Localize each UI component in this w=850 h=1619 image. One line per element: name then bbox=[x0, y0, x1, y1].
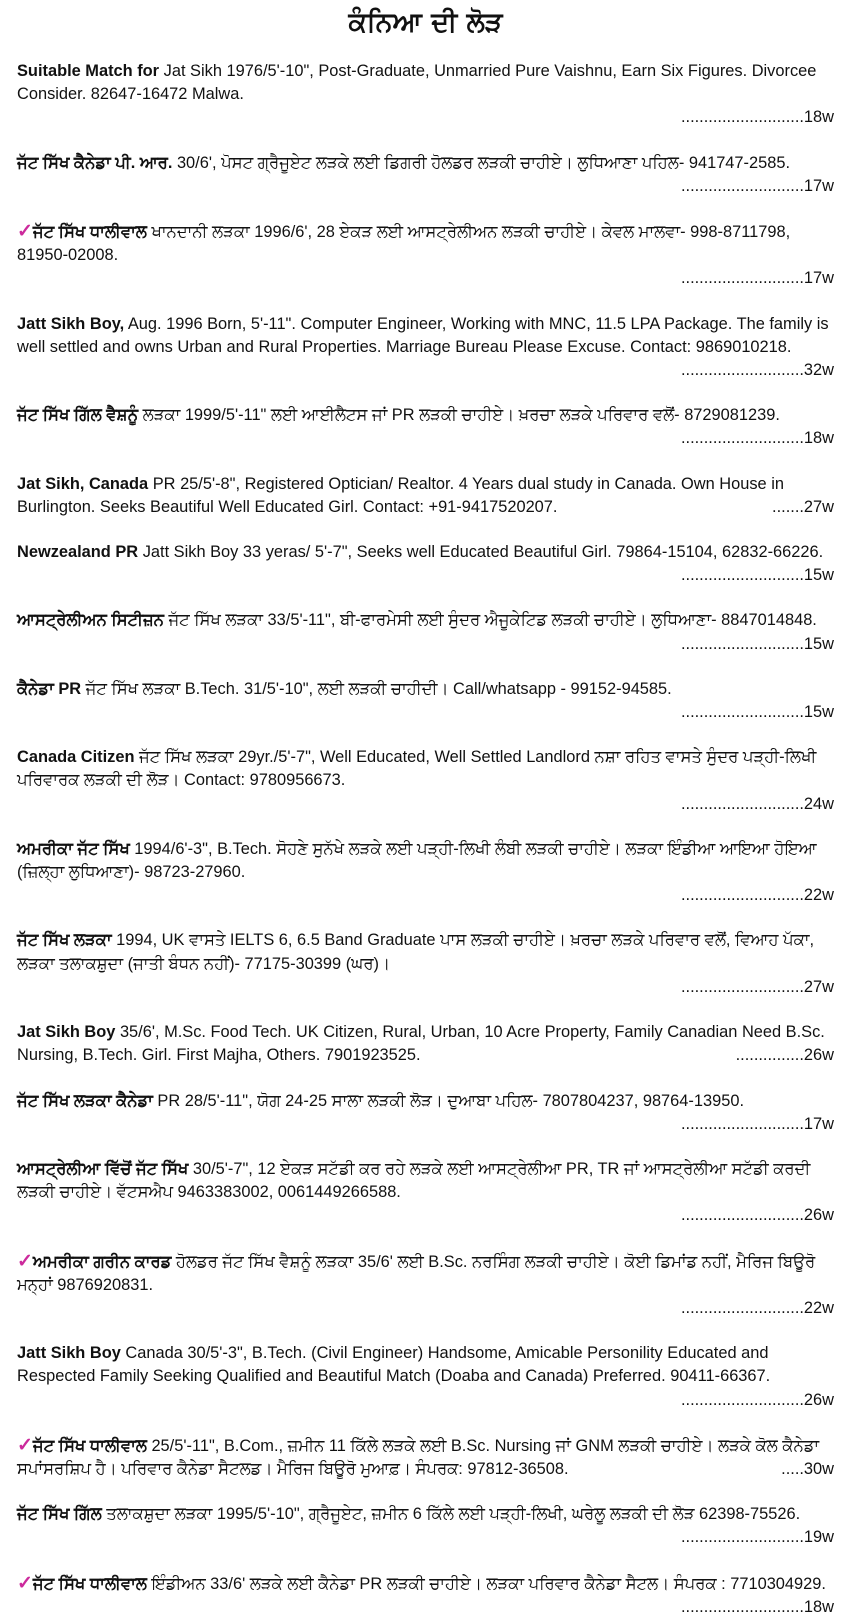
ad-entry bbox=[17, 1250, 834, 1321]
word-count: ...........................15w bbox=[680, 634, 834, 653]
checkmark-icon: ✓ bbox=[17, 221, 33, 243]
ad-entry bbox=[17, 1503, 834, 1549]
ad-entry bbox=[17, 1090, 834, 1136]
ad-heading: ਜੱਟ ਸਿੱਖ ਧਾਲੀਵਾਲ bbox=[32, 1436, 147, 1455]
ad-heading: Jatt Sikh Boy, bbox=[17, 314, 125, 333]
ad-entry bbox=[17, 152, 834, 198]
ad-entry bbox=[17, 1572, 834, 1619]
ad-body: 1994/6'-3", B.Tech. ਸੋਹਣੇ ਸੁਨੱਖੇ ਲੜਕੇ ਲਈ ਪੜ੍ਹੀ-ਲਿਖੀ ਲੰਬੀ ਲੜਕੀ ਚਾਹੀਏ। ਲੜਕਾ ਇੰਡੀਆ ਆਇਆ ਹੋਇਆ (ਜ਼ਿਲ੍ਹਾ ਲੁਧਿਆਣਾ)- 98723-27960. bbox=[17, 839, 817, 882]
checkmark-icon: ✓ bbox=[17, 1572, 33, 1594]
ad-body: 30/6', ਪੋਸਟ ਗ੍ਰੈਜੂਏਟ ਲੜਕੇ ਲਈ ਡਿਗਰੀ ਹੋਲਡਰ ਲੜਕੀ ਚਾਹੀਏ। ਲੁਧਿਆਣਾ ਪਹਿਲ- 941747-2585. bbox=[172, 153, 791, 172]
ad-body: ਲੜਕਾ 1999/5'-11" ਲਈ ਆਈਲੈਟਸ ਜਾਂ PR ਲੜਕੀ ਚਾਹੀਏ। ਖ਼ਰਚਾ ਲੜਕੇ ਪਰਿਵਾਰ ਵਲੋਂ- 8729081239. bbox=[138, 406, 780, 425]
ad-heading: ਜੱਟ ਸਿੱਖ ਗਿੱਲ ਵੈਸ਼ਨੂੰ bbox=[17, 406, 139, 425]
ad-heading: ਜੱਟ ਸਿੱਖ ਧਾਲੀਵਾਲ bbox=[32, 223, 147, 242]
word-count: .....30w bbox=[781, 1459, 834, 1478]
ad-body: 25/5'-11", B.Com., ਜ਼ਮੀਨ 11 ਕਿੱਲੇ ਲੜਕੇ ਲਈ B.Sc. Nursing ਜਾਂ GNM ਲੜਕੀ ਚਾਹੀਏ। ਲੜਕੇ ਕੋਲ ਕੈਨੇਡਾ ਸਪਾਂਸਰਸ਼ਿਪ ਹੈ। ਪਰਿਵਾਰ ਕੈਨੇਡਾ ਸੈਟਲਡ। ਮੈਰਿਜ ਬਿਊਰੋ ਮੁਆਫ਼। ਸੰਪਰਕ: 97812-36508. bbox=[17, 1436, 820, 1478]
ad-entry bbox=[17, 1158, 834, 1228]
ad-heading: Jat Sikh, Canada bbox=[17, 474, 149, 493]
word-count: ...........................19w bbox=[680, 1528, 834, 1547]
ad-entry bbox=[17, 404, 834, 450]
ad-heading: ਜੱਟ ਸਿੱਖ ਲੜਕਾ ਕੈਨੇਡਾ bbox=[17, 1091, 153, 1110]
ad-heading: ਜੱਟ ਸਿੱਖ ਗਿੱਲ bbox=[17, 1505, 102, 1524]
ad-heading: ਕੈਨੇਡਾ PR bbox=[17, 679, 82, 698]
ad-body: PR 28/5'-11", ਯੋਗ 24-25 ਸਾਲਾ ਲੜਕੀ ਲੋੜ। ਦੁਆਬਾ ਪਹਿਲ- 7807804237, 98764-13950. bbox=[152, 1091, 744, 1110]
ad-entry bbox=[17, 541, 834, 587]
ad-body: Aug. 1996 Born, 5'-11". Computer Engineer, Working with MNC, 11.5 LPA Package. The family is well settled and owns Urban and Rural Properties. Marriage Bureau Please Excuse. Contact: 9869010218. bbox=[17, 314, 829, 356]
word-count: ...........................22w bbox=[680, 1298, 834, 1317]
ad-heading: ਆਸਟ੍ਰੇਲੀਆ ਵਿੱਚੋਂ ਜੱਟ ਸਿੱਖ bbox=[17, 1159, 189, 1178]
word-count: ...........................18w bbox=[680, 429, 834, 448]
word-count: ...........................26w bbox=[680, 1206, 834, 1225]
ad-entry bbox=[17, 678, 834, 724]
ad-entry bbox=[17, 838, 834, 908]
ad-entry bbox=[17, 1434, 834, 1481]
page-title: ਕੰਨਿਆ ਦੀ ਲੋੜ bbox=[348, 7, 503, 38]
word-count: ...........................18w bbox=[680, 108, 834, 127]
checkmark-icon: ✓ bbox=[17, 1250, 33, 1272]
word-count: ...........................22w bbox=[680, 886, 834, 905]
ad-heading: Jatt Sikh Boy bbox=[17, 1344, 121, 1363]
word-count: ...........................17w bbox=[680, 1114, 834, 1133]
ad-body: ਇੰਡੀਅਨ 33/6' ਲੜਕੇ ਲਈ ਕੈਨੇਡਾ PR ਲੜਕੀ ਚਾਹੀਏ। ਲੜਕਾ ਪਰਿਵਾਰ ਕੈਨੇਡਾ ਸੈਟਲ। ਸੰਪਰਕ : 7710304929. bbox=[146, 1574, 826, 1593]
ad-entry bbox=[17, 313, 834, 383]
ad-body: ਤਲਾਕਸ਼ੁਦਾ ਲੜਕਾ 1995/5'-10", ਗ੍ਰੈਜੂਏਟ, ਜ਼ਮੀਨ 6 ਕਿੱਲੇ ਲਈ ਪੜ੍ਹੀ-ਲਿਖੀ, ਘਰੇਲੂ ਲੜਕੀ ਦੀ ਲੋੜ 62398-75526. bbox=[101, 1505, 801, 1524]
word-count: ...............26w bbox=[735, 1046, 834, 1065]
word-count: ...........................26w bbox=[680, 1390, 834, 1409]
ad-heading: ਜੱਟ ਸਿੱਖ ਲੜਕਾ bbox=[17, 931, 112, 950]
ad-entry bbox=[17, 220, 834, 291]
ad-entry bbox=[17, 746, 834, 816]
ad-entry bbox=[17, 1021, 834, 1067]
word-count: .......27w bbox=[772, 497, 834, 516]
ad-heading: ਜੱਟ ਸਿੱਖ ਕੈਨੇਡਾ ਪੀ. ਆਰ. bbox=[17, 153, 173, 172]
word-count: ...........................15w bbox=[680, 703, 834, 722]
word-count: ...........................27w bbox=[680, 977, 834, 996]
ad-body: Jat Sikh 1976/5'-10", Post-Graduate, Unmarried Pure Vaishnu, Earn Six Figures. Divorcee Consider. 82647-16472 Malwa. bbox=[17, 62, 817, 104]
ad-body: 30/5'-7", 12 ਏਕੜ ਸਟੱਡੀ ਕਰ ਰਹੇ ਲੜਕੇ ਲਈ ਆਸਟ੍ਰੇਲੀਆ PR, TR ਜਾਂ ਆਸਟ੍ਰੇਲੀਆ ਸਟੱਡੀ ਕਰਦੀ ਲੜਕੀ ਚਾਹੀਏ। ਵੱਟਸਐਪ 9463383002, 0061449266588. bbox=[17, 1159, 811, 1202]
ad-heading: ਆਸਟ੍ਰੇਲੀਅਨ ਸਿਟੀਜ਼ਨ bbox=[17, 611, 164, 630]
ad-body: 1994, UK ਵਾਸਤੇ IELTS 6, 6.5 Band Graduate ਪਾਸ ਲੜਕੀ ਚਾਹੀਏ। ਖ਼ਰਚਾ ਲੜਕੇ ਪਰਿਵਾਰ ਵਲੋਂ, ਵਿਆਹ ਪੱਕਾ, ਲੜਕਾ ਤਲਾਕਸ਼ੁਦਾ (ਜਾਤੀ ਬੰਧਨ ਨਹੀਂ)- 77175-30399 (ਘਰ)। bbox=[17, 931, 814, 973]
ad-heading: ਅਮਰੀਕਾ ਜੱਟ ਸਿੱਖ bbox=[17, 839, 130, 858]
checkmark-icon: ✓ bbox=[17, 1434, 33, 1456]
ad-body: 35/6', M.Sc. Food Tech. UK Citizen, Rural, Urban, 10 Acre Property, Family Canadian Need B.Sc. Nursing, B.Tech. Girl. First Majha, Others. 7901923525. bbox=[17, 1023, 825, 1065]
ad-heading: Jat Sikh Boy bbox=[17, 1023, 116, 1042]
ad-entry bbox=[17, 473, 834, 519]
word-count: ...........................32w bbox=[680, 361, 834, 380]
ad-body: Jatt Sikh Boy 33 yeras/ 5'-7", Seeks well Educated Beautiful Girl. 79864-15104, 62832-66226. bbox=[138, 543, 824, 562]
ad-body: ਜੱਟ ਸਿੱਖ ਲੜਕਾ 33/5'-11", ਬੀ-ਫਾਰਮੇਸੀ ਲਈ ਸੁੰਦਰ ਐਜੂਕੇਟਿਡ ਲੜਕੀ ਚਾਹੀਏ। ਲੁਧਿਆਣਾ- 8847014848. bbox=[163, 611, 817, 630]
ad-heading: Canada Citizen bbox=[17, 748, 135, 767]
ad-body: ਹੋਲਡਰ ਜੱਟ ਸਿੱਖ ਵੈਸ਼ਨੂੰ ਲੜਕਾ 35/6' ਲਈ B.Sc. ਨਰਸਿੰਗ ਲੜਕੀ ਚਾਹੀਏ। ਕੋਈ ਡਿਮਾਂਡ ਨਹੀਂ, ਮੈਰਿਜ ਬਿਊਰੋ ਮਨ੍ਹਾਂ 9876920831. bbox=[17, 1252, 816, 1294]
ads-list bbox=[17, 60, 834, 1619]
ad-body: Canada 30/5'-3", B.Tech. (Civil Engineer) Handsome, Amicable Personility Educated and Respected Family Seeking Qualified and Beautiful Match (Doaba and Canada) Preferred. 90411-66367. bbox=[17, 1344, 771, 1386]
word-count: ...........................15w bbox=[680, 566, 834, 585]
word-count: ...........................18w bbox=[680, 1597, 834, 1616]
ad-entry bbox=[17, 60, 834, 130]
ad-body: ਖਾਨਦਾਨੀ ਲੜਕਾ 1996/6', 28 ਏਕੜ ਲਈ ਆਸਟ੍ਰੇਲੀਅਨ ਲੜਕੀ ਚਾਹੀਏ। ਕੇਵਲ ਮਾਲਵਾ- 998-8711798, 81950-02008. bbox=[17, 223, 791, 265]
ad-body: PR 25/5'-8", Registered Optician/ Realtor. 4 Years dual study in Canada. Own House in Burlington. Seeks Beautiful Well Educated Girl. Contact: +91-9417520207. bbox=[17, 474, 784, 516]
ad-entry bbox=[17, 1342, 834, 1412]
ad-entry bbox=[17, 609, 834, 655]
word-count: ...........................17w bbox=[680, 176, 834, 195]
word-count: ...........................24w bbox=[680, 794, 834, 813]
ad-body: ਜੱਟ ਸਿੱਖ ਲੜਕਾ 29yr./5'-7", Well Educated, Well Settled Landlord ਨਸ਼ਾ ਰਹਿਤ ਵਾਸਤੇ ਸੁੰਦਰ ਪੜ੍ਹੀ-ਲਿਖੀ ਪਰਿਵਾਰਕ ਲੜਕੀ ਦੀ ਲੋੜ। Contact: 9780956673. bbox=[17, 748, 817, 790]
ad-heading: Suitable Match for bbox=[17, 62, 160, 80]
ad-heading: ਜੱਟ ਸਿੱਖ ਧਾਲੀਵਾਲ bbox=[32, 1574, 147, 1593]
ad-entry bbox=[17, 929, 834, 999]
ad-heading: ਅਮਰੀਕਾ ਗਰੀਨ ਕਾਰਡ bbox=[32, 1252, 172, 1271]
ad-heading: Newzealand PR bbox=[17, 543, 139, 562]
word-count: ...........................17w bbox=[680, 269, 834, 288]
ad-body: ਜੱਟ ਸਿੱਖ ਲੜਕਾ B.Tech. 31/5'-10", ਲਈ ਲੜਕੀ ਚਾਹੀਦੀ। Call/whatsapp - 99152-94585. bbox=[81, 679, 672, 698]
